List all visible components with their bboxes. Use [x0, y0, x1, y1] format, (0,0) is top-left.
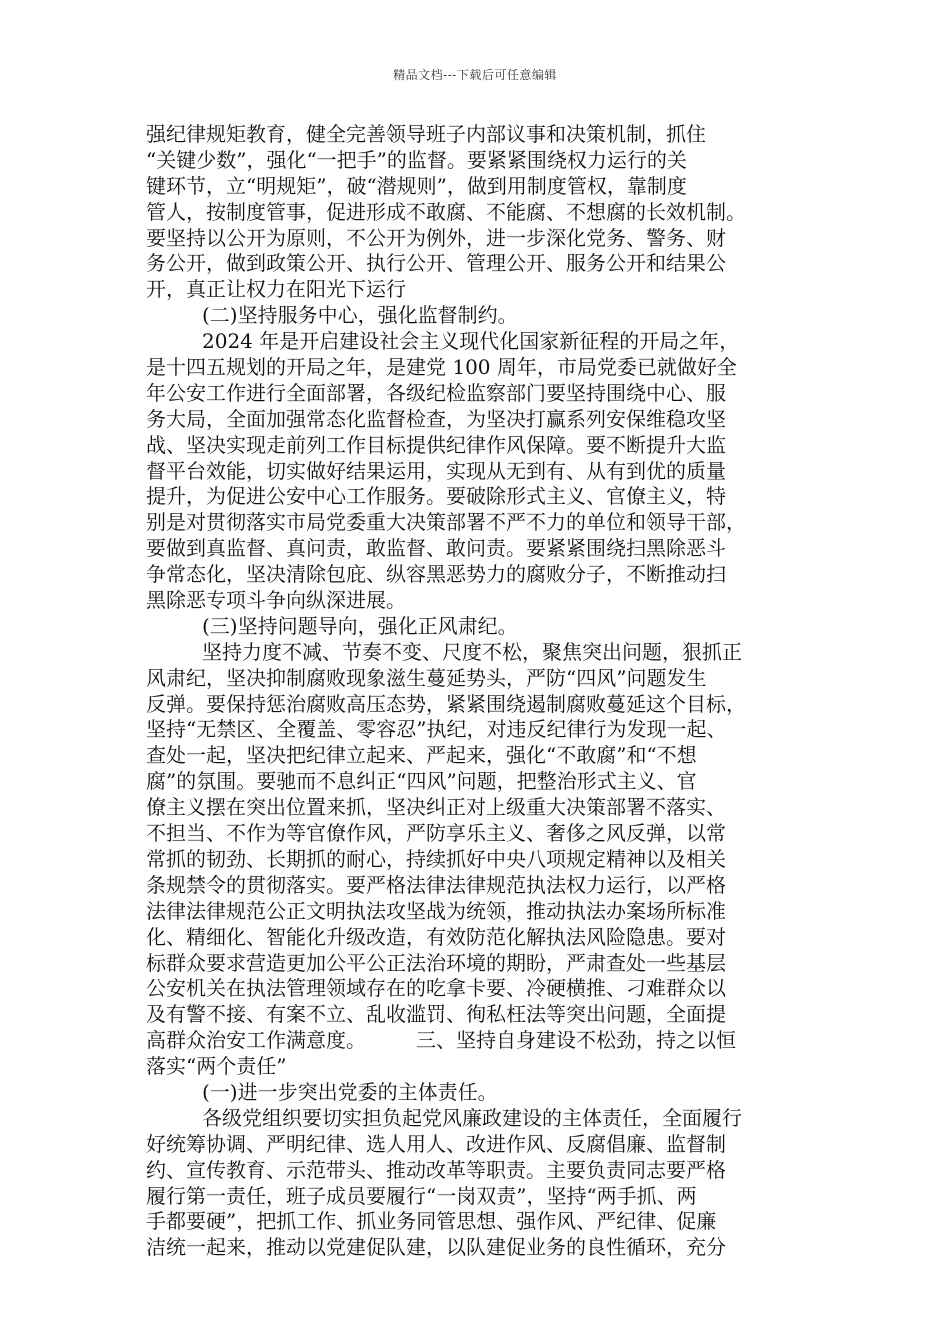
text-line: 坚持“无禁区、全覆盖、零容忍”执纪，对违反纪律行为发现一起、: [146, 717, 727, 742]
text-line: 开，真正让权力在阳光下运行: [146, 277, 406, 302]
text-line: 及有警不接、有案不立、乱收滥罚、徇私枉法等突出问题，全面提: [146, 1002, 726, 1027]
text-line: 标群众要求营造更加公平公正法治环境的期盼，严肃查处一些基层: [146, 950, 726, 975]
text-line: 反弹。要保持惩治腐败高压态势，紧紧围绕遏制腐败蔓延这个目标，: [146, 691, 746, 716]
text-line: 别是对贯彻落实市局党委重大决策部署不严不力的单位和领导干部，: [146, 510, 746, 535]
text-line: 争常态化，坚决清除包庇、纵容黑恶势力的腐败分子，不断推动扫: [146, 562, 726, 587]
text-line: 腐”的氛围。要驰而不息纠正“四风”问题，把整治形式主义、官: [146, 769, 697, 794]
text-line: 年公安工作进行全面部署，各级纪检监察部门要坚持围绕中心、服: [146, 380, 726, 405]
text-line: 条规禁令的贯彻落实。要严格法律法律规范执法权力运行，以严格: [146, 872, 726, 897]
text-line: “关键少数”，强化“一把手”的监督。要紧紧围绕权力运行的关: [146, 147, 687, 172]
text-line: 公安机关在执法管理领域存在的吃拿卡要、冷硬横推、刁难群众以: [146, 976, 726, 1001]
text-line: 好统筹协调、严明纪律、选人用人、改进作风、反腐倡廉、监督制: [146, 1131, 726, 1156]
text-line: 常抓的韧劲、长期抓的耐心，持续抓好中央八项规定精神以及相关: [146, 846, 726, 871]
text-line: 手都要硬”，把抓工作、抓业务同管思想、强作风、严纪律、促廉: [146, 1209, 717, 1234]
text-line: 约、宣传教育、示范带头、推动改革等职责。主要负责同志要严格: [146, 1157, 726, 1182]
document-body: [146, 122, 822, 1261]
text-line: (二)坚持服务中心，强化监督制约。: [202, 303, 518, 328]
text-line: 强纪律规矩教育，健全完善领导班子内部议事和决策机制，抓住: [146, 122, 706, 146]
text-line: 要坚持以公开为原则，不公开为例外，进一步深化党务、警务、财: [146, 225, 726, 250]
text-line: 是十四五规划的开局之年，是建党 100 周年，市局党委已就做好全: [146, 355, 737, 380]
text-line: 战、坚决实现走前列工作目标提供纪律作风保障。要不断提升大监: [146, 432, 726, 457]
text-line: 不担当、不作为等官僚作风，严防享乐主义、奢侈之风反弹，以常: [146, 821, 726, 846]
text-line: 管人，按制度管事，促进形成不敢腐、不能腐、不想腐的长效机制。: [146, 199, 746, 224]
text-line: 提升，为促进公安中心工作服务。要破除形式主义、官僚主义，特: [146, 484, 726, 509]
text-line: 查处一起，坚决把纪律立起来、严起来，强化“不敢腐”和“不想: [146, 743, 697, 768]
text-line: 务大局，全面加强常态化监督检查，为坚决打赢系列安保维稳攻坚: [146, 406, 726, 431]
text-line: 洁统一起来，推动以党建促队建，以队建促业务的良性循环，充分: [146, 1235, 726, 1260]
text-line: (一)进一步突出党委的主体责任。: [202, 1079, 498, 1104]
text-line: 法律法律规范公正文明执法攻坚战为统领，推动执法办案场所标准: [146, 898, 726, 923]
text-line: 履行第一责任，班子成员要履行“一岗双责”，坚持“两手抓、两: [146, 1183, 697, 1208]
text-line: 落实“两个责任”: [146, 1054, 287, 1079]
text-line: 要做到真监督、真问责，敢监督、敢问责。要紧紧围绕扫黑除恶斗: [146, 536, 726, 561]
text-line: 高群众治安工作满意度。 三、坚持自身建设不松劲，持之以恒: [146, 1028, 736, 1053]
text-line: 务公开，做到政策公开、执行公开、管理公开、服务公开和结果公: [146, 251, 726, 276]
text-line: 黑除恶专项斗争向纵深进展。: [146, 588, 406, 613]
text-line: 各级党组织要切实担负起党风廉政建设的主体责任，全面履行: [202, 1105, 742, 1130]
text-line: 化、精细化、智能化升级改造，有效防范化解执法风险隐患。要对: [146, 924, 726, 949]
text-line: 督平台效能，切实做好结果运用，实现从无到有、从有到优的质量: [146, 458, 726, 483]
text-line: (三)坚持问题导向，强化正风肃纪。: [202, 613, 518, 638]
text-line: 坚持力度不减、节奏不变、尺度不松，聚焦突出问题，狠抓正: [202, 639, 742, 664]
text-line: 僚主义摆在突出位置来抓，坚决纠正对上级重大决策部署不落实、: [146, 795, 726, 820]
text-line: 风肃纪，坚决抑制腐败现象滋生蔓延势头，严防“四风”问题发生: [146, 665, 707, 690]
header-note: 精品文档---下载后可任意编辑: [393, 68, 557, 82]
text-line: 2024 年是开启建设社会主义现代化国家新征程的开局之年，: [202, 329, 740, 354]
text-line: 键环节，立“明规矩”，破“潜规则”，做到用制度管权，靠制度: [146, 173, 687, 198]
